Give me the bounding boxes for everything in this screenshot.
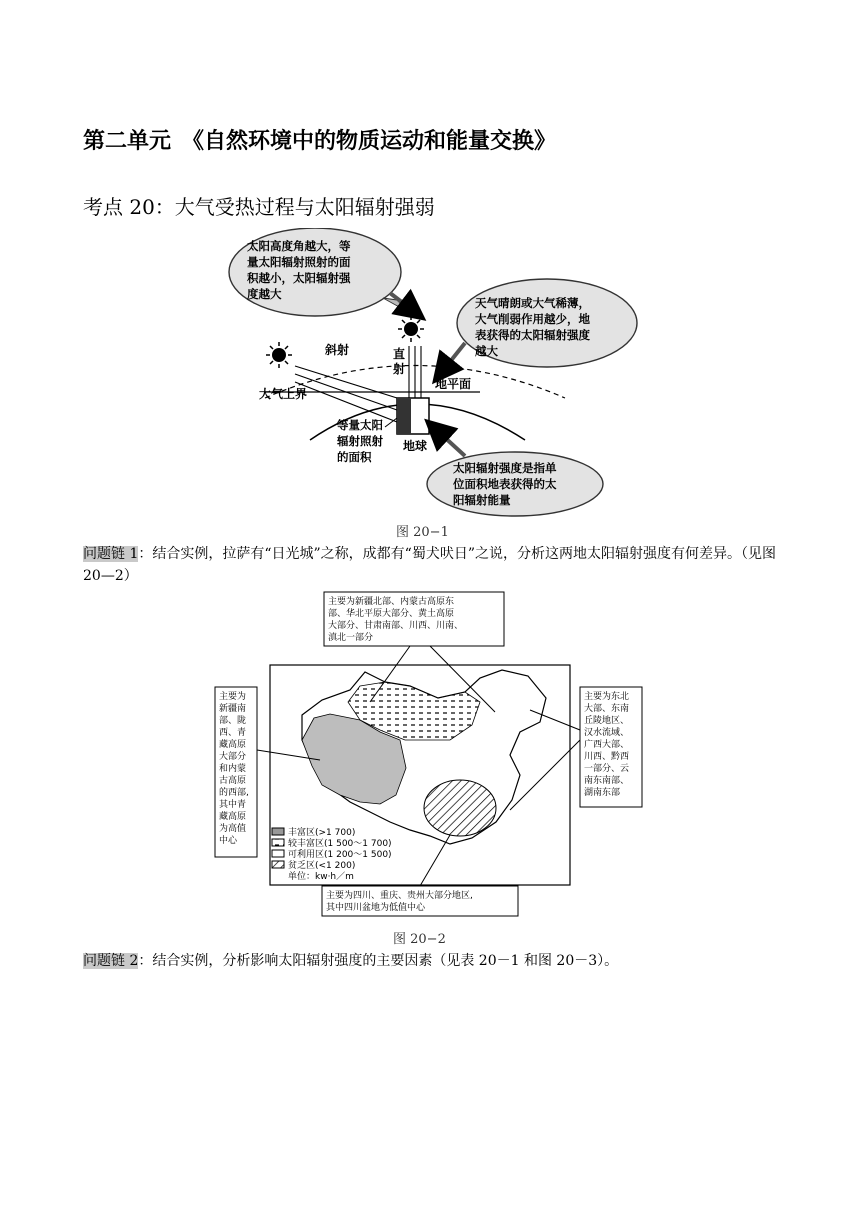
question-2-text: ：结合实例，分析影响太阳辐射强度的主要因素（见表 20－1 和图 20－3）。 (138, 953, 619, 969)
bubble-right-text: 天气晴朗或大气稀薄， 大气削弱作用越少，地 表获得的太阳辐射强度 越大 (475, 296, 590, 358)
label-earth: 地球 (403, 439, 428, 453)
label-atmosphere-top: 大气上界 (259, 387, 308, 401)
question-1-text: ：结合实例，拉萨有“日光城”之称，成都有“蜀犬吠日”之说，分析这两地太阳辐射强度有何差异。（见图 20—2） (83, 546, 776, 584)
bubble-top-text: 太阳高度角越大，等 量太阳辐射照射的面 积越小，太阳辐射强 度越大 (247, 239, 351, 301)
label-direct: 直 射 (393, 347, 406, 376)
label-oblique: 斜射 (325, 343, 350, 357)
arrow-icon (437, 343, 465, 378)
question-2-label: 问题链 2 (83, 953, 139, 969)
callout-top-text: 主要为新疆北部、内蒙古高原东 部、华北平原大部分、黄土高原 大部分、甘肃南部、川西、川南、 滇北一部分 (328, 597, 464, 643)
unit-title: 第二单元 《自然环境中的物质运动和能量交换》 (83, 129, 557, 154)
svg-text:丰富区(>1 700) 较丰富区(1 500～1: 丰富区(>1 700) 较丰富区(1 500～1 700) 可利用区(1 200～1 500) 贫乏区(<1 200) 单位：kw·h／m (288, 828, 392, 882)
question-1 (83, 543, 783, 587)
label-horizon: 地平面 (435, 377, 472, 391)
sun-icon (398, 316, 424, 342)
figure-2-caption: 图 20−2 (393, 932, 446, 947)
question-2 (83, 950, 783, 972)
direct-rays (409, 346, 421, 398)
figure-1-caption: 图 20−1 (396, 525, 449, 540)
poor-region (424, 780, 496, 836)
arrow-icon (430, 424, 465, 456)
callout-bottom-text: 主要为四川、重庆、贵州大部分地区, 其中四川盆地为低值中心 (326, 891, 473, 913)
figure-20-2-china-solar-map (210, 590, 650, 920)
callout-right-text: 主要为东北 大部、东南 丘陵地区、 汉水流域、 广西大部、 川西、黔西 一部分、云 南东南部、 湖南东部 (584, 692, 630, 798)
callout-left-text: 主要为 新疆南 部、陇 西、青 藏高原 大部分 和内蒙 古高原 的西部, 其中青 藏高原 为高值 中心 (219, 692, 249, 846)
oblique-rays (295, 366, 397, 422)
label-area: 等量太阳 辐射照射 的面积 (337, 418, 383, 464)
bubble-bottom-text: 太阳辐射强度是指单 位面积地表获得的太 阳辐射能量 (453, 461, 557, 507)
sun-icon (266, 342, 292, 368)
point-title: 考点 20：大气受热过程与太阳辐射强弱 (83, 195, 435, 219)
figure-20-1-solar-radiation-diagram (225, 228, 645, 518)
question-1-label: 问题链 1 (83, 546, 139, 562)
